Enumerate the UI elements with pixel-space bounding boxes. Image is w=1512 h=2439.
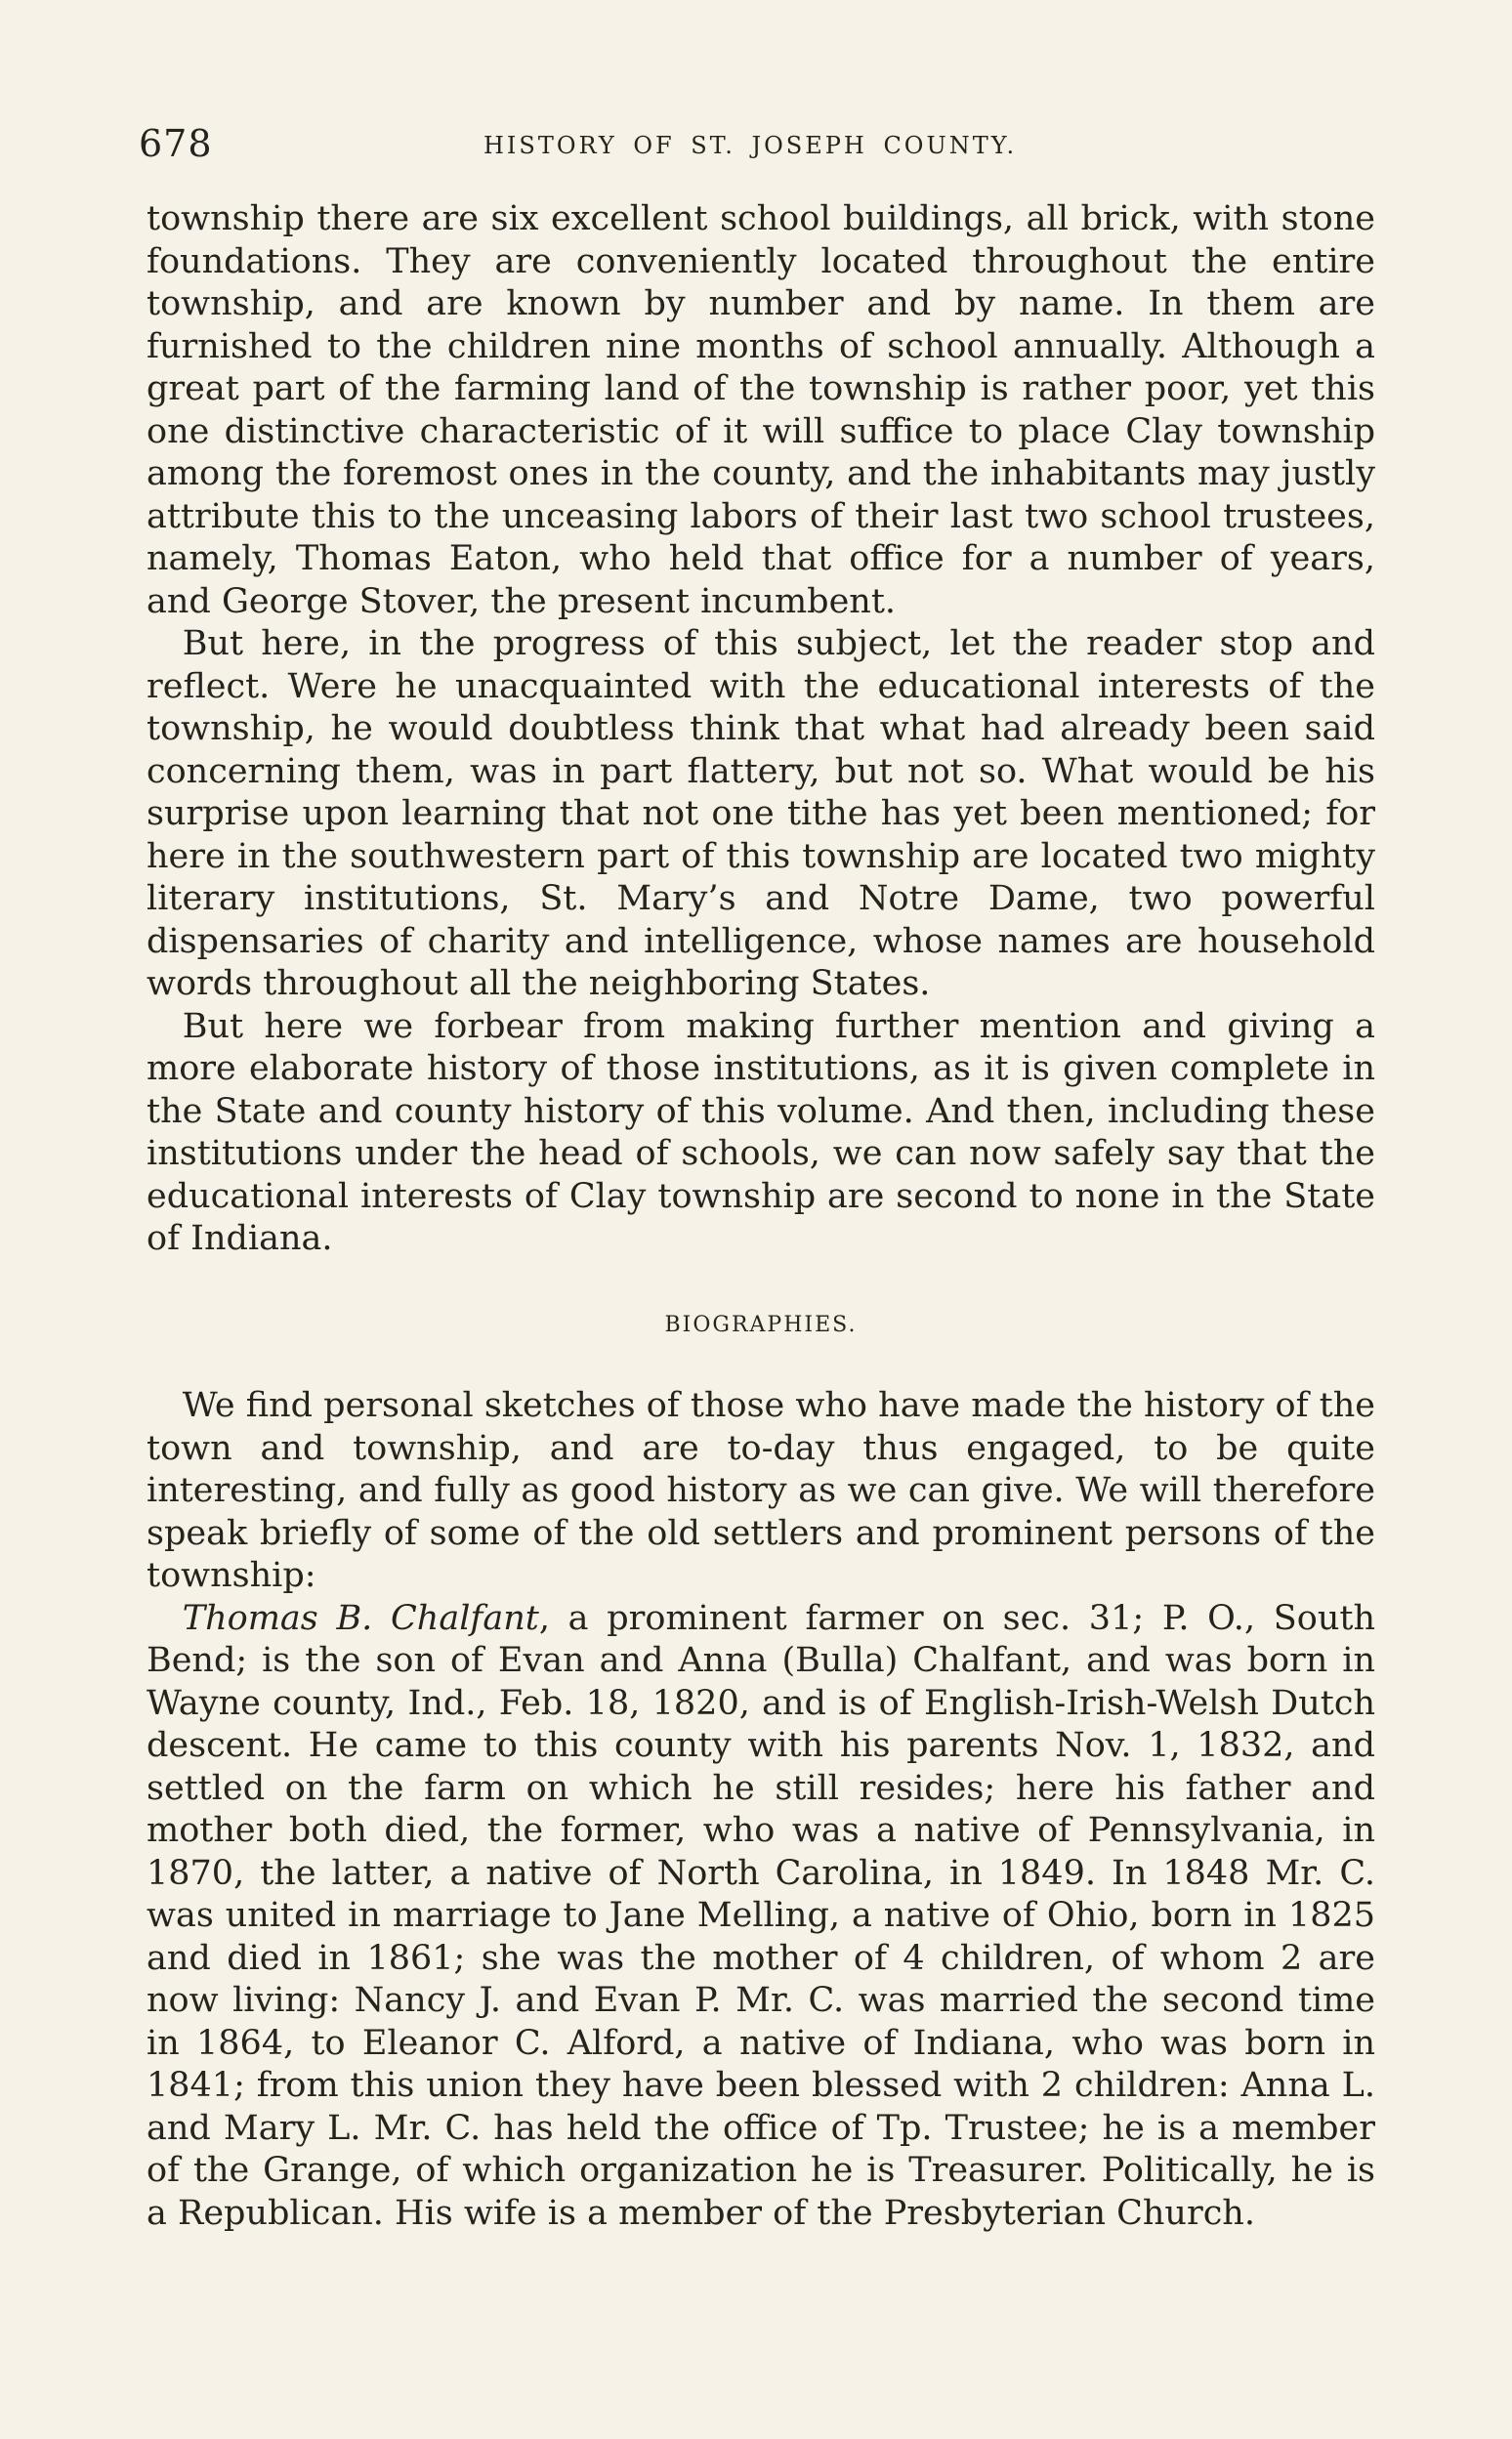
biography-name: Thomas B. Chalfant — [182, 1598, 539, 1638]
paragraph: township there are six excellent school buildings, all brick, with stone foundations. They are conveniently located throughout the entire township, and are known by number and by name. In them are furnished to the children nine months of school annually. Although a great part of the farming land of the township is rather poor, yet this one distinctive characteristic of it will suffice to place Clay township among the foremost ones in the county, and the inhabitants may justly attribute this to the unceasing labors of their last two school trustees, namely, Thomas Eaton, who held that office for a number of years, and George Stover, the present incumbent. — [147, 199, 1375, 621]
township-schools-text — [147, 198, 1375, 1261]
biography-entry — [147, 1598, 1375, 2236]
biography-text: , a prominent farmer on sec. 31; P. O., South Bend; is the son of Evan and Anna (Bulla) Chalfant, and was born in Wayne county, Ind., Feb. 18, 1820, and is of English-Irish-Welsh Dutch descent. He came to this county with his parents Nov. 1, 1832, and settled on the farm on which he still resides; here his father and mother both died, the former, who was a native of Pennsylvania, in 1870, the latter, a native of North Carolina, in 1849. In 1848 Mr. C. was united in marriage to Jane Melling, a native of Ohio, born in 1825 and died in 1861; she was the mother of 4 children, of whom 2 are now living: Nancy J. and Evan P. Mr. C. was married the second time in 1864, to Eleanor C. Alford, a native of Indiana, who was born in 1841; from this union they have been blessed with 2 children: Anna L. and Mary L. Mr. C. has held the office of Tp. Trustee; he is a member of the Grange, of which organization he is Treasurer. Politically, he is a Republican. His wife is a member of the Presbyterian Church. — [147, 1598, 1375, 2233]
biographies-text — [147, 1385, 1375, 2235]
page-number: 678 — [139, 122, 213, 165]
paragraph: But here, in the progress of this subject, let the reader stop and reflect. Were he unacquainted with the educational interests of the township, he would doubtless think that what had already been said concerning them, was in part flattery, but not so. What would be his surprise upon learning that not one tithe has yet been mentioned; for here in the southwestern part of this township are located two mighty literary institutions, St. Mary’s and Notre Dame, two powerful dispensaries of charity and intelligence, whose names are household words throughout all the neighboring States. — [147, 624, 1375, 1003]
running-title: HISTORY OF ST. JOSEPH COUNTY. — [483, 132, 1018, 159]
running-head — [137, 122, 1377, 171]
section-heading: BIOGRAPHIES. — [664, 1313, 858, 1337]
biographies-intro: We find personal sketches of those who have made the history of the town and township, and are to-day thus engaged, to be quite interesting, and fully as good history as we can give. We will therefore speak briefly of some of the old settlers and prominent persons of the township: — [147, 1386, 1375, 1595]
paragraph: But here we forbear from making further mention and giving a more elaborate history of those institutions, as it is given complete in the State and county history of this volume. And then, including these institutions under the head of schools, we can now safely say that the educational interests of Clay township are second to none in the State of Indiana. — [147, 1006, 1375, 1258]
